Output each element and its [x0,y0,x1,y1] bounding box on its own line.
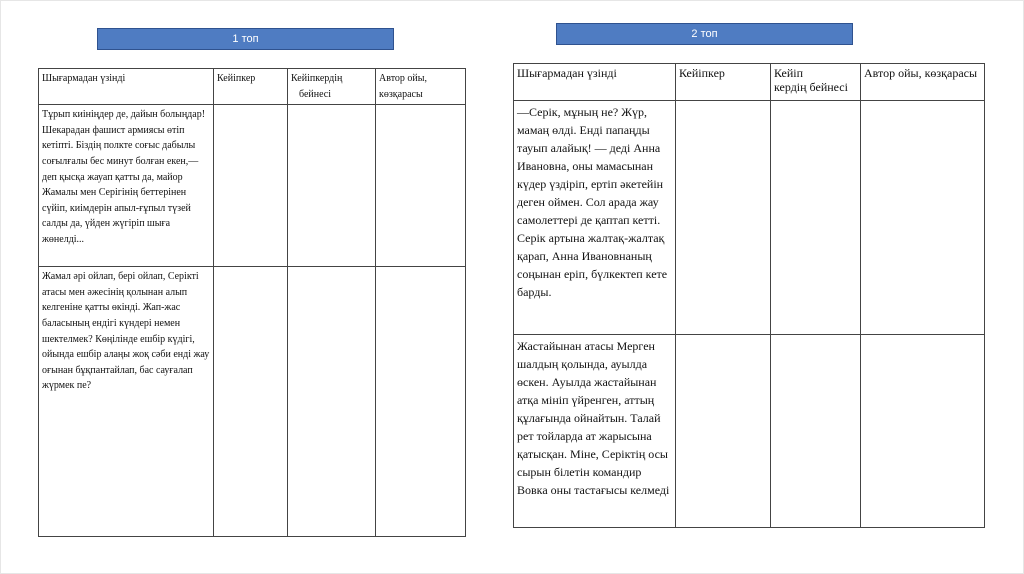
header-excerpt: Шығармадан үзінді [514,64,676,101]
header-character-image-line2: кердің бейнесі [774,80,848,94]
excerpt-cell: —Серік, мұның не? Жүр, мамаң өлді. Енді папаңды тауып алайық! — деді Анна Ивановна, оны мамасынан күдер үздіріп, ертіп әкетейін деген оймен. Сол арада жау самолеттері де қаптап кетті. Серік артына жалтақ-жалтақ қарап, Анна Ивановнаның соңынан еріп, бүлкектеп кете барды. [514,101,676,335]
author-view-cell[interactable] [376,267,466,537]
character-cell[interactable] [676,101,771,335]
character-cell[interactable] [214,105,288,267]
character-image-cell[interactable] [288,267,376,537]
character-cell[interactable] [676,335,771,528]
header-author-view-line1: Автор ойы, [379,73,428,84]
author-view-cell[interactable] [376,105,466,267]
table-row [39,267,466,537]
character-image-cell[interactable] [288,105,376,267]
header-character-image [771,64,861,101]
header-character-image-line1: Кейіп [774,66,804,80]
table-row [39,105,466,267]
author-view-cell[interactable] [861,335,985,528]
header-character: Кейіпкер [214,69,288,105]
excerpt-cell: Жастайынан атасы Мерген шалдың қолында, ауылда өскен. Ауылда жастайынан атқа мініп үйренген, аттың құлағында ойнайтын. Талай рет тойларда ат жарысына қатысқан. Міне, Серіктің осы сырын білетін командир Вовка оны тастағысы келмеді [514,335,676,528]
header-character-image-line2: бейнесі [299,88,332,100]
group-1-worksheet-table [38,68,466,537]
header-character-image [288,69,376,105]
character-cell[interactable] [214,267,288,537]
excerpt-cell: Тұрып киініңдер де, дайын болыңдар! Шекарадан фашист армиясы өтіп кетіпті. Біздің полкте соғыс дабылы соғылғалы бес минут болған екен,— деп қысқа жауап қатты да, майор Жамалы мен Серігінің беттерінен сүйіп, киімдерін апыл-ғұпыл түзей салды да, үйден жүгіріп шыға жөнелді... [39,105,214,267]
excerpt-cell: Жамал әрі ойлап, бері ойлап, Серікті атасы мен әжесінің қолынан алып келгеніне қатты өкінді. Жап-жас баласының ендігі күндері немен шектелмек? Көңілінде ешбір күдігі, ойында ешбір алаңы жоқ сәби енді жау оғынан бұқпантайлап, бас сауғалап жүрмек пе? [39,267,214,537]
header-author-view-line2: көзқарасы [379,88,423,100]
table-row [514,335,985,528]
group-2-label: 2 топ [556,23,853,45]
header-author-view: Автор ойы, көзқарасы [861,64,985,101]
character-image-cell[interactable] [771,335,861,528]
group-2-worksheet-table [513,63,985,528]
character-image-cell[interactable] [771,101,861,335]
header-character: Кейіпкер [676,64,771,101]
table-row [514,101,985,335]
header-character-image-line1: Кейіпкердің [291,73,343,84]
header-excerpt: Шығармадан үзінді [39,69,214,105]
author-view-cell[interactable] [861,101,985,335]
group-1-label: 1 топ [97,28,394,50]
header-author-view [376,69,466,105]
